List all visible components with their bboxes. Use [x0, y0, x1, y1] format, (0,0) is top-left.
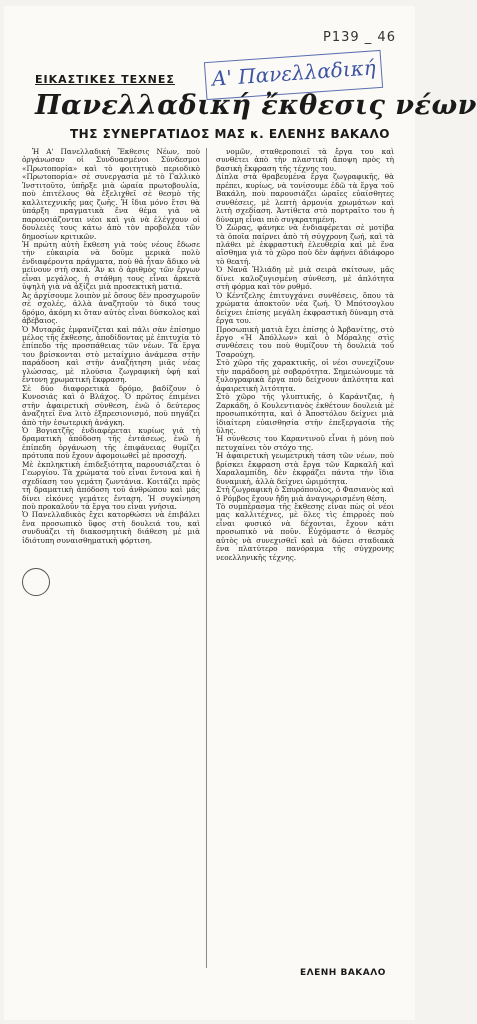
archive-code: P139 _ 46	[323, 30, 396, 45]
section-text: ΕΙΚΑΣΤΙΚΕΣ ΤΕΧΝΕΣ	[35, 73, 175, 86]
section-label	[35, 68, 175, 85]
article-column-left	[22, 148, 200, 968]
column-right-text: νομῶν, σταθεροποιεῖ τὰ ἔργα του καὶ συνθέτει ἀπὸ τὴν πλαστικὴ ἄποψη πρὸς τὴ βασικὴ ἔκφραση τῆς τέχνης του. Δίπλα στὰ θραβευμένα ἔργα ζωγραφικῆς, θὰ πρέπει, κυρίως, νὰ τονίσουμε ἐδῶ τὰ ἔργα τοῦ Βακάλη, ποὺ παρουσιάζει ὡραῖες εὐαίσθητες συνθέσεις, μὲ λεπτὴ ἁρμονία χρωμάτων καὶ λιτὴ σχεδίαση. Ἀντίθετα στὸ πορτραῖτο του ἡ δύναμη εἶναι πιὸ συγκρατημένη. Ὁ Ζώρας, φάνηκε νὰ ἐνδιαφέρεται σὲ μοτίβα τὰ ὁποῖα παίρνει ἀπὸ τὴ σύγχρονη ζωή, καὶ τὰ πλάθει μὲ ἐκφραστικὴ ἐλευθερία καὶ μὲ ἕνα αἴσθημα γιὰ τὸ χῶρο ποὺ δὲν ἀφήνει ἀδιάφορο τὸ θεατή. Ὁ Νανᾶ Ἠλιάδη μὲ μιὰ σειρὰ σκίτσων, μᾶς δίνει καλοζυγισμένη σύνθεση, μὲ ἀπλότητα στὴ φόρμα καὶ τὸν ρυθμό. Ὁ Κέντζελης ἐπιτυγχάνει συνθέσεις, ὅπου τὰ χρώματα ἀποκτοῦν νέα ζωή. Ὁ Μπότσογλου δείχνει ἐπίσης μεγάλη ἐκφραστικὴ δύναμη στὰ ἔργα του. Προσωπικὴ ματιὰ ἔχει ἐπίσης ὁ Ἀρβανίτης, στὸ ἔργο «Ἡ Ἀπόλλων» καὶ ὁ Μόραλης στὶς συνθέσεις του ποὺ θυμίζουν τὴ δουλειὰ τοῦ Τσαρούχη. Στὸ χῶρο τῆς χαρακτικῆς, οἱ νέοι συνεχίζουν τὴν παράδοση μὲ σοβαρότητα. Σημειώνουμε τὰ ξυλογραφικὰ ἔργα ποὺ δείχνουν ἀπλότητα καὶ ἀφαιρετικὴ λιτότητα. Στὸ χῶρο τῆς γλυπτικῆς, ὁ Καράντζας, ἡ Ζαρκάδη, ὁ Κουλεντιανὸς ἐκθέτουν δουλειὰ μὲ προσωπικότητα, καὶ ὁ Ἀποστόλου δείχνει μιὰ ἰδιαίτερη εὐαισθησία στὴν ἐπεξεργασία τῆς ὕλης. Ἡ σύνθεσις του Καραντινοῦ εἶναι ἡ μόνη ποὺ πετυχαίνει τὸν στόχο της. Ἡ ἀφαιρετικὴ γεωμετρικὴ τάση τῶν νέων, ποὺ βρίσκει ἔκφραση στὰ ἔργα τῶν Καρκαλῆ καὶ Χαραλαμπίδη, δὲν ἐκφράζει πάντα τὴν ἴδια δυναμικὴ, ἀλλὰ δείχνει ὡριμότητα. Στὴ ζωγραφικὴ ὁ Σπυρόπουλος, ὁ Φασιανὸς καὶ ὁ Ρόμβος ἔχουν ἤδη μιὰ ἀναγνωρισμένη θέση. Τὸ συμπέρασμα τῆς ἔκθεσης εἶναι πὼς οἱ νέοι μας καλλιτέχνες, μὲ ὅλες τὶς ἐπιρροὲς ποὺ εἶναι φυσικό νὰ δέχονται, ἔχουν κάτι προσωπικὸ νὰ ποῦν. Εὐχόμαστε ὁ θεσμὸς αὐτὸς νὰ συνεχισθεῖ καὶ νὰ δώσει σταδιακὰ ἕνα πλατύτερο πανόραμα τῆς σύγχρονης νεοελληνικῆς τέχνης.	[216, 147, 394, 562]
stamp-text: Α' Πανελλαδική	[211, 55, 377, 91]
column-left-text: Ἡ Α' Πανελλαδική Ἔκθεσις Νέων, ποὺ ὀργάνωσαν οἱ Συνδυασμένοι Σύνδεσμοι «Πρωτοπορία» καὶ τὸ φοιτητικὸ περιοδικὸ «Πρωτοπορία» σὲ συνεργασία μὲ τὸ Γαλλικὸ Ἰνστιτοῦτο, ὑπῆρξε μιὰ ὡραία πρωτοβουλία, ποὺ ἐπιτέλους θὰ ἐξελιχθεῖ σὲ θεσμὸ τῆς καλλιτεχνικῆς μας ζωῆς. Ἡ ἴδια μόνο ἔτσι θὰ ὑπάρξη πραγματικὰ ἕνα θέμα γιὰ νὰ παρουσιάζονται νέοι καὶ γιὰ νὰ ἐλέγχουν οἱ δουλειὲς τους κάτω ἀπὸ τὸν προβολέα τῶν δημοσίων κριτικῶν. Ἡ πρώτη αὐτὴ ἔκθεση γιὰ τοὺς νέους ἔδωσε τὴν εὐκαιρία νὰ δοῦμε μερικὰ πολὺ ἐνδιαφέροντα πράγματα, ποὺ θὰ ἦταν ἄδικο νὰ μείνουν στὴ σκιά. Ἂν κι ὁ ἀριθμὸς τῶν ἔργων εἶναι μεγάλος, ἡ στάθμη τους εἶναι ἀρκετὰ ὑψηλὴ γιὰ νὰ ἀξίζει μιὰ προσεκτικὴ ματιά. Ἀς ἀρχίσουμε λοιπὸν μὲ ὅσους δὲν προσχωροῦν σὲ σχολές, ἀλλὰ ἀναζητοῦν τὸ δικό τους δρόμο, ἀκόμη κι ὅταν αὐτὸς εἶναι δύσκολος καὶ ἀβέβαιος. Ὁ Μυταρᾶς ἐμφανίζεται καὶ πάλι σὰν ἐπίσημο μέλος τῆς ἔκθεσης, ἀποδίδοντας μὲ ἐπιτυχία τὸ ἐπίπεδο τῆς προσπάθειας τῶν νέων. Τὰ ἔργα του βρίσκονται στὸ μεταίχμιο ἀνάμεσα στὴν παράδοση καὶ στὴν ἀναζήτηση μιᾶς νέας γλώσσας, μὲ πλούσια ζωγραφικὴ ὑφή καὶ ἔντονη χρωματική ἔκφραση. Σὲ δύο διαφορετικὰ δρόμο, βαδίζουν ὁ Κυνοσιάς καὶ ὁ Βλάχος. Ὁ πρῶτος ἐπιμένει στὴν ἀφαιρετικὴ σύνθεση, ἐνῶ ὁ δεύτερος ἀναζητεῖ ἕνα λιτὸ ἐξπρεσιονισμό, ποὺ πηγάζει ἀπὸ τὴν ἐσωτερικὴ ἀνάγκη. Ὁ Βογιατζῆς ἐνδιαφέρεται κυρίως γιὰ τὴ δραματικὴ ἀπόδοση τῆς ἐντάσεως, ἐνῶ ἡ ἐπίπεδη ὀργάνωση τῆς ἐπιφάνειας θυμίζει πρότυπα ποὺ ἔχουν ἀφομοιωθεῖ μὲ προσοχή. Μὲ ἐκπληκτικὴ ἐπιδεξιότητα παρουσιάζεται ὁ Γεωργίου. Τὰ χρώματα τοῦ εἶναι ἔντονα καὶ ἡ σχεδίαση του γεμάτη ζωντάνια. Κοιτάζει πρὸς τὴ δραματικὴ ἀπόδοση τοῦ ἀνθρώπου καὶ μᾶς δίνει εἰκόνες γεμάτες ἔνταση. Ἡ συγκίνηση ποὺ προκαλοῦν τὰ ἔργα του εἶναι γνήσια. Ὁ Πανελλαδικὸς ἔχει κατορθώσει νὰ ἐπιβάλει ἕνα προσωπικὸ ὕφος στὴ δουλειά του, καὶ συνδυάζει τὴ διακοσμητικὴ διάθεση μὲ μιὰ ἰδιότυπη συναισθηματικὴ φόρτιση.	[22, 147, 200, 545]
article-headline: Πανελλαδική ἔκθεσις νέων	[35, 90, 477, 121]
pen-circle-mark	[22, 568, 50, 596]
article-subheadline: ΤΗΣ ΣΥΝΕΡΓΑΤΙΔΟΣ ΜΑΣ κ. ΕΛΕΝΗΣ ΒΑΚΑΛΟ	[70, 127, 390, 141]
column-divider	[206, 148, 207, 968]
article-column-right	[216, 148, 394, 968]
author-signature: ΕΛΕΝΗ ΒΑΚΑΛΟ	[300, 968, 386, 978]
